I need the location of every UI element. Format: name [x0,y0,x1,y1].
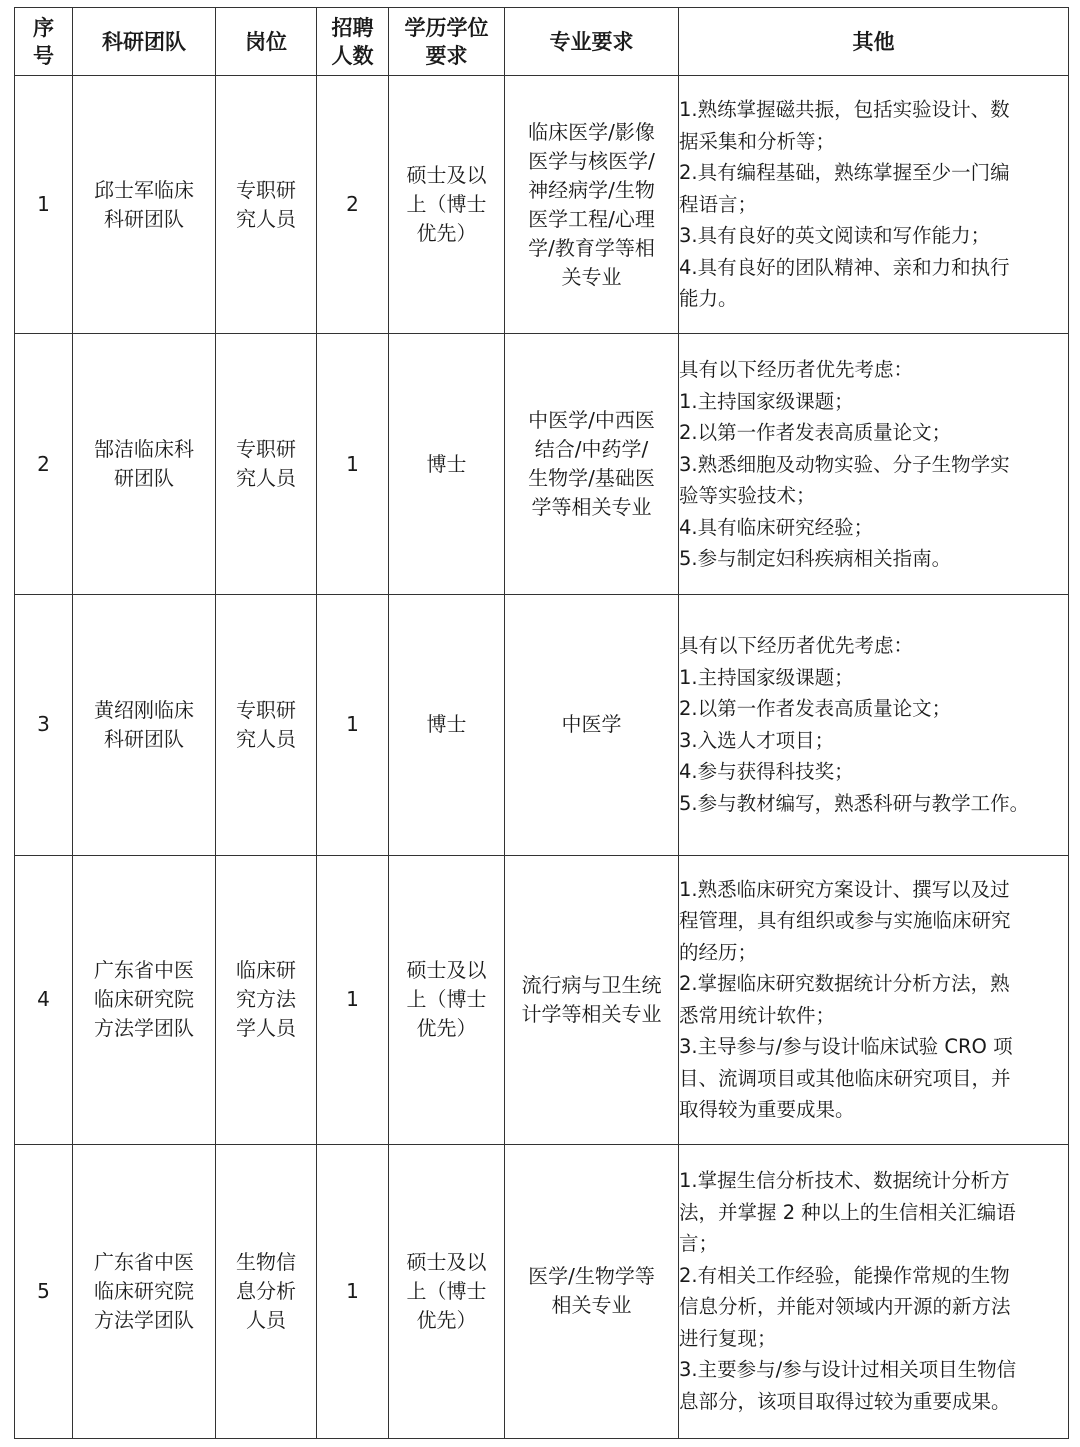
cell-degree-line: 博士 [426,712,467,737]
cell-major-line: 中医学 [561,712,622,737]
cell-other-line: 3.入选人才项目； [679,728,835,752]
cell-other-line: 息部分，该项目取得过较为重要成果。 [679,1389,1011,1413]
cell-major-line: 医学与核医学/ [528,148,655,173]
table-row [15,334,1069,595]
recruitment-table [14,7,1069,1439]
cell-position [216,595,317,855]
cell-major [505,855,679,1144]
cell-other-line: 1.主持国家级课题； [679,665,854,689]
cell-degree-line: 硕士及以 [406,958,487,983]
cell-major [505,595,679,855]
cell-position-line: 专职研 [236,437,296,462]
cell-other-line: 5.参与教材编写，熟悉科研与教学工作。 [679,791,1030,815]
cell-other-line: 5.参与制定妇科疾病相关指南。 [679,547,952,571]
cell-index: 5 [15,1144,73,1438]
cell-team-line: 临床研究院 [94,987,194,1012]
cell-other [679,76,1069,334]
header-other: 其他 [679,8,1069,76]
cell-major-line: 关专业 [561,264,622,289]
cell-other-line: 4.具有临床研究经验； [679,515,874,539]
cell-degree-line: 优先） [416,1307,477,1332]
cell-degree-line: 优先） [416,221,477,246]
cell-team-line: 研团队 [114,466,174,491]
cell-team [73,76,216,334]
table-row [15,595,1069,855]
cell-team-line: 临床研究院 [94,1278,194,1303]
cell-other-line: 1.熟悉临床研究方案设计、撰写以及过 [679,877,1010,901]
header-index: 序 号 [15,8,73,76]
cell-degree [389,1144,505,1438]
cell-position [216,1144,317,1438]
cell-team-line: 方法学团队 [94,1307,194,1332]
cell-position-line: 息分析 [236,1278,296,1303]
cell-other-line: 验等实验技术； [679,484,816,508]
cell-other-line: 信息分析，并能对领域内开源的新方法 [679,1295,1011,1319]
cell-team-line: 方法学团队 [94,1016,194,1041]
cell-other [679,334,1069,595]
cell-position-line: 究人员 [236,206,296,231]
table-row [15,76,1069,334]
header-degree: 学历学位 要求 [389,8,505,76]
cell-other [679,855,1069,1144]
cell-team [73,334,216,595]
cell-team-line: 广东省中医 [94,1249,194,1274]
cell-team [73,855,216,1144]
cell-other-line: 的经历； [679,940,758,964]
cell-position-line: 生物信 [236,1249,296,1274]
cell-team-line: 黄绍刚临床 [94,697,194,722]
cell-count: 1 [317,334,389,595]
cell-other-line: 悉常用统计软件； [679,1003,836,1027]
cell-other-line: 2.以第一作者发表高质量论文； [679,697,952,721]
cell-other-line: 3.熟悉细胞及动物实验、分子生物学实 [679,452,1010,476]
cell-other-line: 法，并掌握 2 种以上的生信相关汇编语 [679,1200,1016,1224]
cell-position-line: 究方法 [236,987,296,1012]
cell-degree [389,855,505,1144]
cell-other [679,1144,1069,1438]
cell-major-line: 中医学/中西医 [528,408,655,433]
cell-index: 1 [15,76,73,334]
cell-major-line: 临床医学/影像 [528,119,655,144]
cell-major-line: 学等相关专业 [531,495,652,520]
cell-major-line: 生物学/基础医 [528,466,655,491]
cell-team-line: 广东省中医 [94,958,194,983]
cell-position-line: 专职研 [236,177,296,202]
cell-other-line: 4.具有良好的团队精神、亲和力和执行 [679,255,1010,279]
cell-other-line: 程语言； [679,192,758,216]
cell-major-line: 医学/生物学等 [528,1264,655,1289]
cell-major [505,1144,679,1438]
header-position: 岗位 [216,8,317,76]
header-major: 专业要求 [505,8,679,76]
table-row [15,1144,1069,1438]
cell-degree [389,76,505,334]
cell-count: 1 [317,595,389,855]
cell-degree-line: 硕士及以 [406,163,487,188]
cell-other-line: 4.参与获得科技奖； [679,760,854,784]
cell-other-line: 2.有相关工作经验，能操作常规的生物 [679,1263,1010,1287]
cell-position [216,855,317,1144]
cell-position [216,76,317,334]
cell-other-line: 3.具有良好的英文阅读和写作能力； [679,224,991,248]
cell-count: 2 [317,76,389,334]
cell-other-line: 具有以下经历者优先考虑： [679,634,914,658]
cell-major-line: 流行病与卫生统 [521,972,662,997]
cell-major [505,76,679,334]
table-row [15,855,1069,1144]
cell-other-line: 言； [679,1232,719,1256]
cell-other-line: 2.具有编程基础，熟练掌握至少一门编 [679,161,1010,185]
cell-team-line: 科研团队 [104,726,184,751]
cell-team-line: 郜洁临床科 [94,437,194,462]
cell-position-line: 究人员 [236,726,296,751]
cell-degree-line: 上（博士 [406,1278,487,1303]
cell-other-line: 取得较为重要成果。 [679,1098,855,1122]
cell-index: 4 [15,855,73,1144]
cell-major-line: 计学等相关专业 [521,1001,662,1026]
cell-other-line: 程管理，具有组织或参与实施临床研究 [679,909,1011,933]
table-header-row [15,8,1069,76]
cell-other-line: 能力。 [679,287,738,311]
cell-position [216,334,317,595]
cell-team [73,1144,216,1438]
cell-other-line: 据采集和分析等； [679,129,836,153]
cell-major-line: 医学工程/心理 [528,206,655,231]
cell-other-line: 2.掌握临床研究数据统计分析方法，熟 [679,972,1010,996]
cell-position-line: 学人员 [236,1016,296,1041]
cell-major-line: 学/教育学等相 [528,235,655,260]
cell-other-line: 3.主要参与/参与设计过相关项目生物信 [679,1358,1017,1382]
cell-index: 2 [15,334,73,595]
cell-degree-line: 硕士及以 [406,1249,487,1274]
cell-team-line: 邱士军临床 [94,177,194,202]
cell-other-line: 1.掌握生信分析技术、数据统计分析方 [679,1169,1010,1193]
cell-major-line: 结合/中药学/ [534,437,649,462]
cell-team [73,595,216,855]
cell-position-line: 临床研 [236,958,296,983]
header-team: 科研团队 [73,8,216,76]
cell-other-line: 1.熟练掌握磁共振，包括实验设计、数 [679,98,1010,122]
cell-position-line: 究人员 [236,466,296,491]
cell-other-line: 3.主导参与/参与设计临床试验 CRO 项 [679,1035,1013,1059]
cell-count: 1 [317,1144,389,1438]
header-count: 招聘 人数 [317,8,389,76]
cell-major-line: 神经病学/生物 [528,177,655,202]
cell-degree [389,595,505,855]
cell-major-line: 相关专业 [551,1293,632,1318]
cell-team-line: 科研团队 [104,206,184,231]
cell-degree-line: 博士 [426,451,467,476]
cell-index: 3 [15,595,73,855]
cell-degree [389,334,505,595]
cell-other-line: 目、流调项目或其他临床研究项目，并 [679,1066,1011,1090]
cell-other-line: 1.主持国家级课题； [679,389,854,413]
cell-other-line: 2.以第一作者发表高质量论文； [679,421,952,445]
cell-other-line: 具有以下经历者优先考虑： [679,358,914,382]
cell-count: 1 [317,855,389,1144]
cell-other-line: 进行复现； [679,1326,777,1350]
cell-degree-line: 上（博士 [406,192,487,217]
cell-position-line: 专职研 [236,697,296,722]
cell-other [679,595,1069,855]
cell-degree-line: 上（博士 [406,987,487,1012]
cell-degree-line: 优先） [416,1016,477,1041]
cell-position-line: 人员 [246,1307,286,1332]
cell-major [505,334,679,595]
